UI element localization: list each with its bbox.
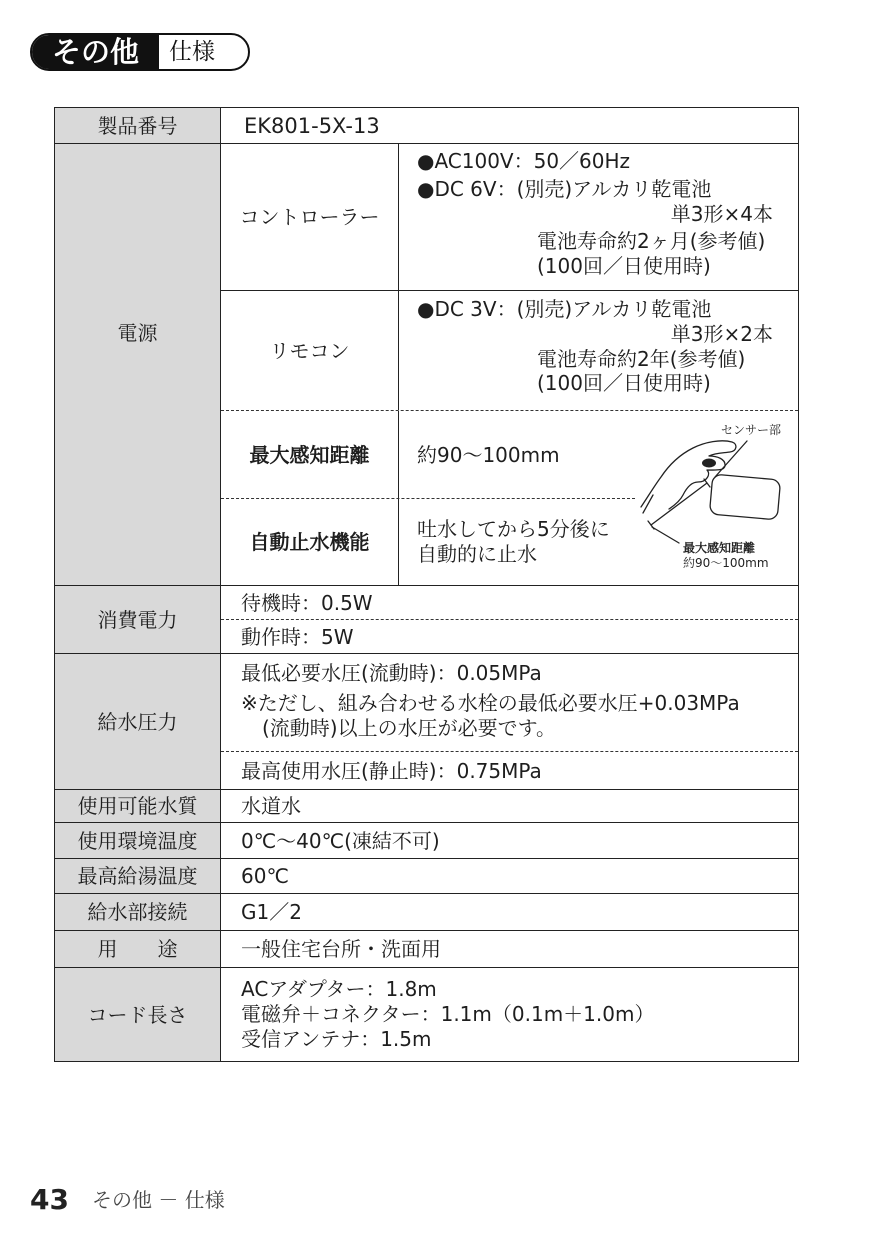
remote-line: 電池寿命約2年(参考値) — [537, 347, 746, 371]
value-water-quality: 水道水 — [241, 794, 301, 818]
max-pressure: 最高使用水圧(静止時)：0.75MPa — [241, 758, 542, 783]
section-subtitle: 仕様 — [169, 39, 215, 65]
row-water-quality — [55, 790, 798, 823]
sensor-box — [709, 474, 780, 520]
label-product-number: 製品番号 — [55, 108, 221, 143]
controller-line: ●AC100V：50／60Hz — [417, 149, 631, 173]
power-consumption-values — [221, 586, 798, 653]
subrow-remote — [221, 291, 798, 411]
distance-value: 約90～100mm — [683, 556, 769, 570]
min-pressure-block — [221, 654, 798, 752]
label-max-hot-water-temperature: 最高給湯温度 — [55, 859, 221, 893]
sensor-leader-line — [715, 441, 747, 477]
value-max-hot-water-temperature: 60℃ — [241, 864, 289, 888]
hand-drawing — [641, 441, 736, 513]
auto-stop-line: 吐水してから5分後に — [417, 517, 610, 541]
controller-line: 単3形×4本 — [670, 202, 773, 226]
sensor-diagram — [635, 411, 798, 585]
subrow-controller — [221, 144, 798, 291]
label-power: 電源 — [55, 144, 221, 585]
label-usage: 用 途 — [55, 931, 221, 967]
value-water-connection: G1／2 — [241, 900, 302, 924]
sublabel-auto-stop: 自動止水機能 — [221, 499, 399, 585]
value-usage: 一般住宅台所・洗面用 — [241, 937, 441, 961]
remote-line: ●DC 3V：(別売)アルカリ乾電池 — [417, 297, 712, 321]
label-water-connection: 給水部接続 — [55, 894, 221, 930]
power-details — [221, 144, 798, 585]
label-water-pressure: 給水圧力 — [55, 654, 221, 789]
auto-stop-line: 自動的に止水 — [417, 542, 537, 566]
section-badge — [30, 33, 250, 71]
spec-table — [54, 107, 799, 1062]
sublabel-controller: コントローラー — [221, 144, 399, 290]
row-max-hot-water-temperature — [55, 859, 798, 894]
controller-spec — [399, 144, 798, 290]
sublabel-remote: リモコン — [221, 291, 399, 410]
cord-length-line: 電磁弁＋コネクター：1.1m（0.1m＋1.0m） — [241, 1002, 655, 1026]
sublabel-max-detection: 最大感知距離 — [221, 411, 399, 498]
remote-line: 単3形×2本 — [670, 322, 773, 346]
label-power-consumption: 消費電力 — [55, 586, 221, 653]
row-usage — [55, 931, 798, 968]
row-water-connection — [55, 894, 798, 931]
cord-length-line: 受信アンテナ：1.5m — [241, 1027, 432, 1051]
row-water-pressure — [55, 654, 798, 790]
section-title: その他 — [32, 35, 159, 69]
label-water-quality: 使用可能水質 — [55, 790, 221, 822]
row-power-consumption — [55, 586, 798, 654]
auto-stop-value — [399, 499, 635, 585]
row-product-number — [55, 108, 798, 144]
dimension-line — [651, 483, 707, 525]
controller-line: ●DC 6V：(別売)アルカリ乾電池 — [417, 177, 712, 201]
value-product-number: EK801-5X-13 — [244, 113, 380, 138]
page-number: 43 — [30, 1183, 69, 1216]
value-ambient-temperature: 0℃～40℃(凍結不可) — [241, 828, 440, 853]
distance-leader-line — [652, 527, 679, 543]
cord-length-values — [221, 968, 798, 1061]
pressure-note: ※ただし、組み合わせる水栓の最低必要水圧+0.03MPa — [241, 691, 740, 715]
remote-line: (100回／日使用時) — [537, 371, 711, 395]
label-cord-length: コード長さ — [55, 968, 221, 1061]
water-pressure-values — [221, 654, 798, 789]
pressure-note: (流動時)以上の水圧が必要です。 — [262, 716, 557, 740]
min-pressure: 最低必要水圧(流動時)：0.05MPa — [241, 661, 542, 685]
max-detection-value: 約90～100mm — [417, 442, 560, 467]
standby-power: 待機時：0.5W — [221, 586, 798, 620]
dimension-tick — [704, 479, 710, 487]
fingertip-shading — [702, 459, 716, 468]
row-cord-length — [55, 968, 798, 1061]
cord-length-line: ACアダプター：1.8m — [241, 977, 437, 1001]
subrow-auto-stop — [221, 499, 635, 585]
sensor-label: センサー部 — [721, 423, 782, 437]
row-power — [55, 144, 798, 586]
controller-line: (100回／日使用時) — [537, 254, 711, 278]
row-ambient-temperature — [55, 823, 798, 859]
distance-label: 最大感知距離 — [683, 541, 756, 555]
operating-power: 動作時：5W — [241, 624, 354, 649]
subrow-max-detection — [221, 411, 635, 499]
controller-line: 電池寿命約2ヶ月(参考値) — [537, 229, 766, 253]
remote-spec — [399, 291, 798, 410]
footer-breadcrumb: その他 － 仕様 — [92, 1188, 225, 1212]
label-ambient-temperature: 使用環境温度 — [55, 823, 221, 858]
